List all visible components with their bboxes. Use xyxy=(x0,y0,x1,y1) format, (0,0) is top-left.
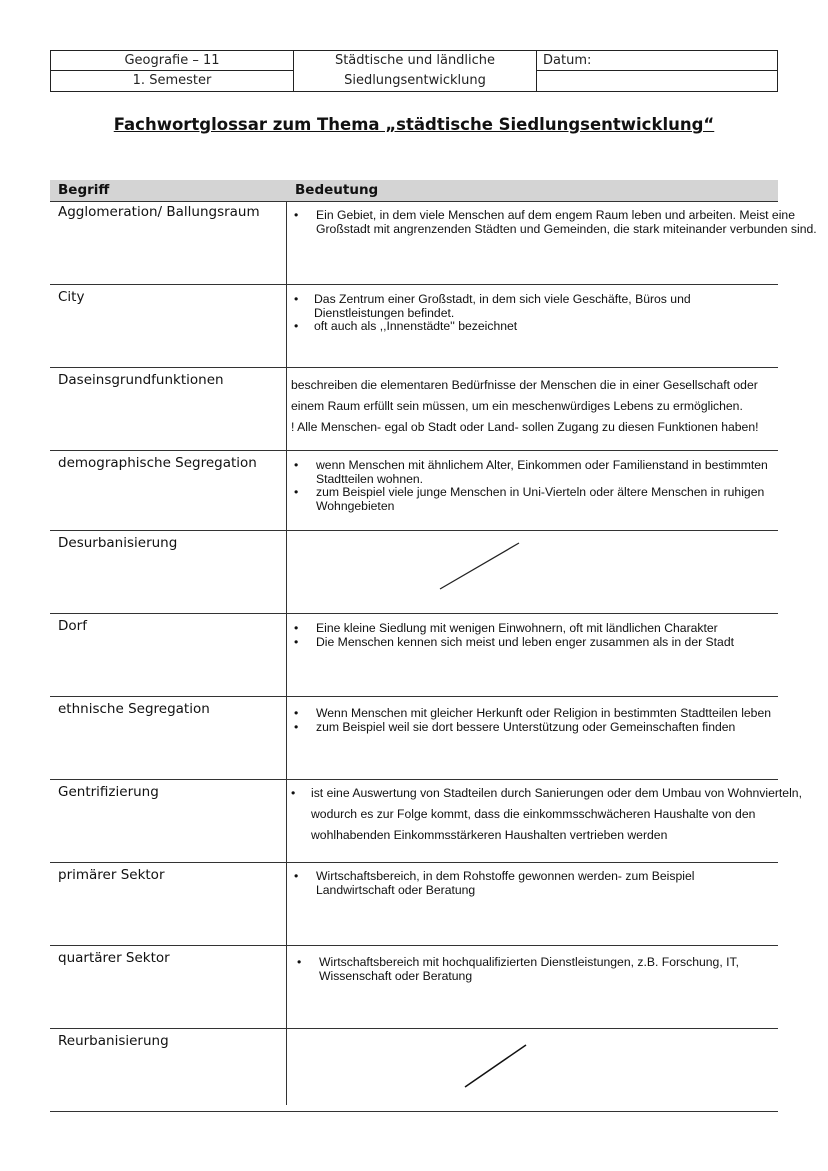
glossary-row xyxy=(50,1029,778,1112)
term: Dorf xyxy=(58,618,87,634)
term: demographische Segregation xyxy=(58,455,257,471)
date-label: Datum: xyxy=(537,51,777,71)
definition-bullet: • zum Beispiel weil sie dort bessere Unterstützung oder Gemeinschaften finden xyxy=(290,721,828,735)
definition xyxy=(290,459,828,513)
definition-bullet: • Wirtschaftsbereich, in dem Rohstoffe gewonnen werden- zum Beispiel Landwirtschaft oder Beratung xyxy=(290,870,760,897)
definition-bullet: • oft auch als ,,Innenstädte'' bezeichnet xyxy=(290,320,770,334)
glossary-row xyxy=(50,697,778,780)
definition xyxy=(291,375,828,438)
definition xyxy=(287,783,828,846)
glossary-row xyxy=(50,285,778,368)
glossary-row xyxy=(50,531,778,614)
page-title: Fachwortglossar zum Thema „städtische Siedlungsentwicklung“ xyxy=(113,115,715,134)
term: Daseinsgrundfunktionen xyxy=(58,372,224,388)
glossary-row xyxy=(50,451,778,531)
column-header-meaning: Bedeutung xyxy=(295,182,379,198)
term: City xyxy=(58,289,85,305)
empty-slash-mark xyxy=(435,539,525,594)
topic-line-2: Siedlungsentwicklung xyxy=(344,73,486,88)
definition-bullet: • Die Menschen kennen sich meist und leben enger zusammen als in der Stadt xyxy=(290,636,828,650)
semester-cell: 1. Semester xyxy=(51,71,294,91)
definition xyxy=(293,956,828,983)
definition xyxy=(290,293,828,334)
term: primärer Sektor xyxy=(58,867,165,883)
topic-cell xyxy=(294,51,537,91)
glossary-row xyxy=(50,863,778,946)
definition-bullet: • Das Zentrum einer Großstadt, in dem sich viele Geschäfte, Büros und Dienstleistungen befindet. xyxy=(290,293,770,320)
definition xyxy=(290,622,828,649)
definition xyxy=(290,870,828,897)
glossary-row xyxy=(50,368,778,451)
column-header-term: Begriff xyxy=(58,182,110,198)
glossary-table xyxy=(50,180,817,1112)
definition-bullet: • Wenn Menschen mit gleicher Herkunft oder Religion in bestimmten Stadtteilen leben xyxy=(290,707,828,721)
glossary-row xyxy=(50,202,817,285)
term: Reurbanisierung xyxy=(58,1033,169,1049)
term: Gentrifizierung xyxy=(58,784,159,800)
definition-bullet: • zum Beispiel viele junge Menschen in Uni-Vierteln oder ältere Menschen in ruhigen Wohngebieten xyxy=(290,486,825,513)
definition-bullet: • wenn Menschen mit ähnlichem Alter, Einkommen oder Familienstand in bestimmten Stadtteilen wohnen. xyxy=(290,459,825,486)
term: ethnische Segregation xyxy=(58,701,210,717)
definition-bullet: • ist eine Auswertung von Stadteilen durch Sanierungen oder dem Umbau von Wohnvierteln, wodurch es zur Folge kommt, dass die einkommsschwächeren Haushalte von den wohlhabenden Einkommsstärkeren Haushalten vertrieben werden xyxy=(287,783,827,846)
date-field[interactable] xyxy=(537,71,777,91)
header-table xyxy=(50,50,778,92)
definition-line: einem Raum erfüllt sein müssen, um ein meschenwürdiges Lebens zu ermöglichen. xyxy=(291,399,743,413)
definition-bullet: • Eine kleine Siedlung mit wenigen Einwohnern, oft mit ländlichen Charakter xyxy=(290,622,828,636)
definition xyxy=(290,707,828,734)
definition-line: beschreiben die elementaren Bedürfnisse der Menschen die in einer Gesellschaft oder xyxy=(291,378,758,392)
empty-slash-mark xyxy=(460,1041,530,1091)
glossary-row xyxy=(50,614,778,697)
term: Agglomeration/ Ballungsraum xyxy=(58,204,260,220)
definition xyxy=(290,209,828,236)
term: Desurbanisierung xyxy=(58,535,178,551)
definition-line: ! Alle Menschen- egal ob Stadt oder Land- sollen Zugang zu diesen Funktionen haben! xyxy=(291,420,759,434)
definition-bullet: • Wirtschaftsbereich mit hochqualifizierten Dienstleistungen, z.B. Forschung, IT, Wissenschaft oder Beratung xyxy=(293,956,798,983)
subject-cell: Geografie – 11 xyxy=(51,51,294,71)
glossary-header-row xyxy=(50,180,778,202)
term: quartärer Sektor xyxy=(58,950,170,966)
glossary-row xyxy=(50,780,802,863)
topic-line-1: Städtische und ländliche xyxy=(334,53,496,68)
glossary-row xyxy=(50,946,778,1029)
definition-bullet: • Ein Gebiet, in dem viele Menschen auf dem engem Raum leben und arbeiten. Meist eine Großstadt mit angrenzenden Städten und Gemeinden, die stark miteinander verbunden sind. xyxy=(290,209,828,236)
